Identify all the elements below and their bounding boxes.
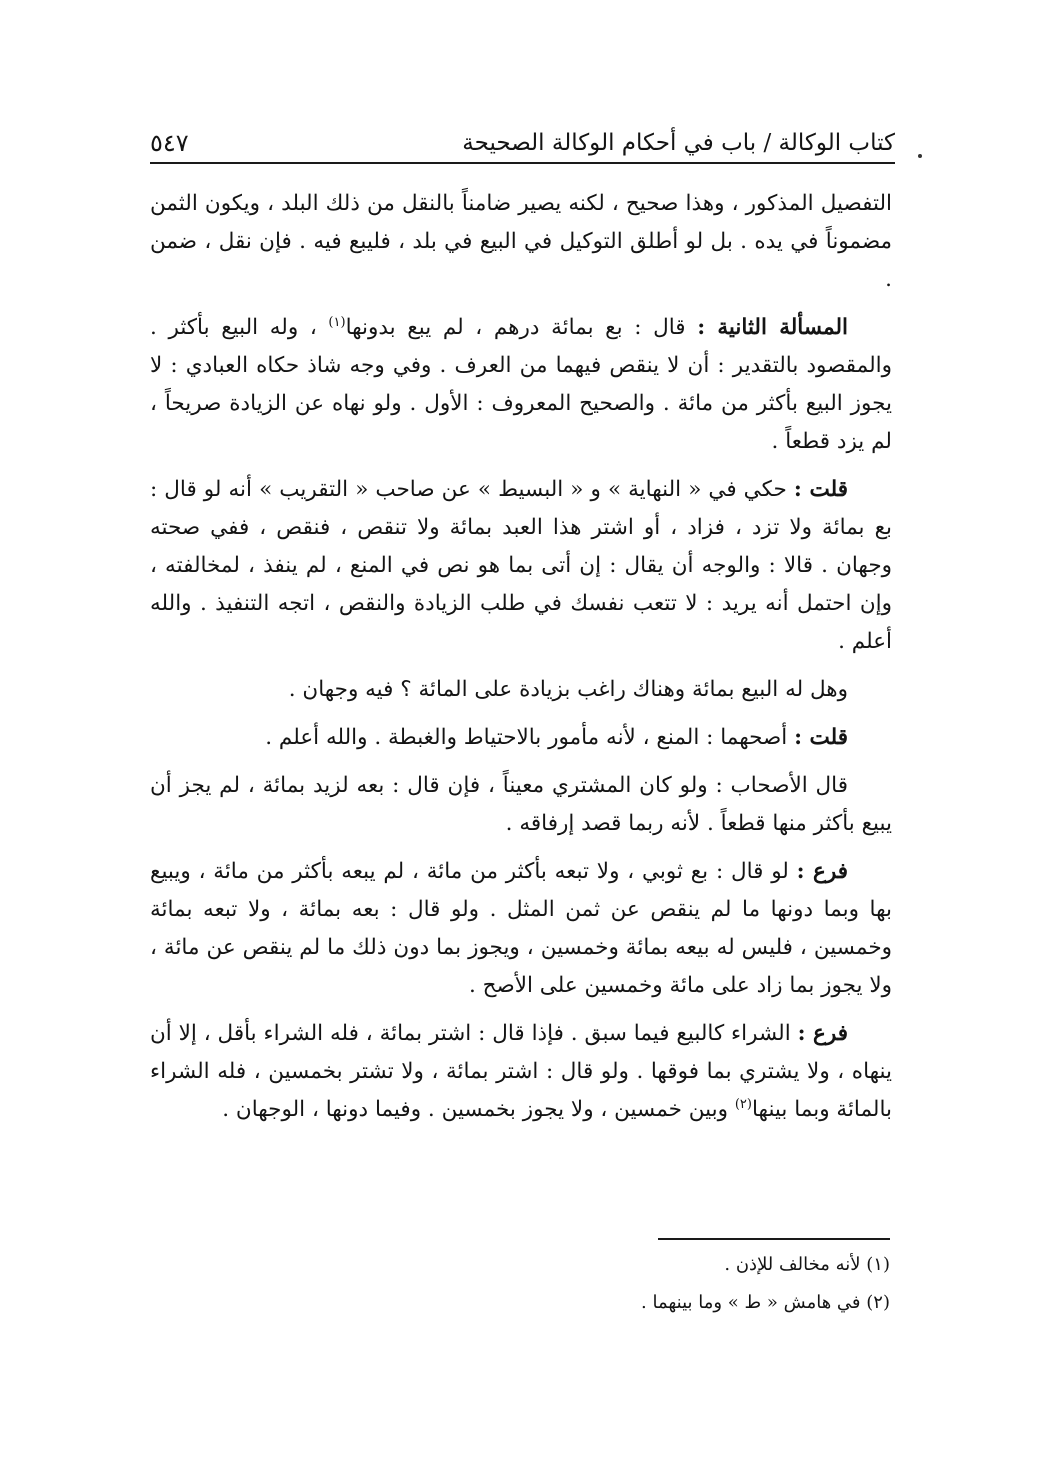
header-divider — [150, 162, 895, 164]
paragraph-text: قال الأصحاب : ولو كان المشتري معيناً ، فإن قال : بعه لزيد بمائة ، لم يجز أن يبيع بأكثر منها قطعاً . لأنه ربما قصد إرفاقه . — [150, 773, 892, 836]
paragraph-text-cont: ، وله البيع بأكثر . والمقصود بالتقدير : أن لا ينقص فيهما من العرف . وفي وجه شاذ حكاه العبادي : لا يجوز البيع بأكثر من مائة . والصحيح المعروف : الأول . ولو نهاه عن الزيادة صريحاً ، لم يزد قطعاً . — [150, 315, 892, 454]
paragraph — [150, 309, 892, 461]
main-text — [150, 185, 892, 1139]
paragraph — [150, 853, 892, 1005]
comment-lead: قلت : — [793, 477, 848, 502]
branch-lead: فرع : — [797, 1021, 848, 1046]
paragraph-text: حكي في « النهاية » و « البسيط » عن صاحب « التقريب » أنه لو قال : بع بمائة ولا تزد ، فزاد ، أو اشتر هذا العبد بمائة ولا تنقص ، فنقص ، ففي صحته وجهان . قالا : والوجه أن يقال : إن أتى بما هو نص في المنع ، لم ينفذ ، لمخالفته ، وإن احتمل أنه يريد : لا تتعب نفسك في طلب الزيادة والنقص ، اتجه التنفيذ . والله أعلم . — [150, 477, 892, 654]
footnote-text: لأنه مخالف للإذن . — [724, 1254, 861, 1275]
paragraph-text: وهل له البيع بمائة وهناك راغب بزيادة على المائة ؟ فيه وجهان . — [288, 677, 848, 702]
paragraph-text: قال : بع بمائة درهم ، لم يبع بدونها — [345, 315, 686, 340]
footnote-number: (١) — [866, 1254, 890, 1275]
paragraph — [150, 185, 892, 299]
paragraph — [150, 671, 892, 709]
branch-lead: فرع : — [796, 859, 848, 884]
paragraph — [150, 719, 892, 757]
margin-mark — [918, 154, 922, 158]
paragraph-text: لو قال : بع ثوبي ، ولا تبعه بأكثر من مائة ، لم يبعه بأكثر من مائة ، ويبيع بها وبما دونها ما لم ينقص عن ثمن المثل . ولو قال : بعه بمائة ، ولا تبعه بمائة وخمسين ، فليس له بيعه بمائة وخمسين ، ويجوز بما دون ذلك ما لم ينقص عن مائة ، ولا يجوز بما زاد على مائة وخمسين على الأصح . — [150, 859, 892, 998]
paragraph-text: الشراء كالبيع فيما سبق . فإذا قال : اشتر بمائة ، فله الشراء بأقل ، إلا أن ينهاه ، ولا يشتري بما فوقها . ولو قال : اشتر بمائة ، ولا تشتر بخمسين ، فله الشراء بالمائة وبما بينها — [150, 1021, 892, 1122]
paragraph-text: أصحهما : المنع ، لأنه مأمور بالاحتياط والغبطة . والله أعلم . — [265, 725, 788, 750]
footnote-text: في هامش « ط » وما بينهما . — [641, 1292, 861, 1313]
section-heading: المسألة الثانية : — [697, 315, 848, 340]
paragraph-text-cont: وبين خمسين ، ولا يجوز بخمسين . وفيما دونها ، الوجهان . — [222, 1097, 728, 1122]
running-header — [150, 118, 895, 158]
comment-lead: قلت : — [794, 725, 848, 750]
paragraph — [150, 1015, 892, 1129]
footnote-ref: (١) — [328, 314, 346, 330]
paragraph-text: التفصيل المذكور ، وهذا صحيح ، لكنه يصير ضامناً بالنقل من ذلك البلد ، ويكون الثمن مضموناً في يده . بل لو أطلق التوكيل في البيع في بلد ، فليبع فيه . فإن نقل ، ضمن . — [150, 191, 892, 292]
footnote-ref: (٢) — [734, 1096, 752, 1112]
running-title: كتاب الوكالة / باب في أحكام الوكالة الصحيحة — [462, 130, 895, 156]
page-number: ٥٤٧ — [150, 129, 189, 157]
paragraph — [150, 471, 892, 661]
footnote — [450, 1246, 890, 1284]
footnote — [450, 1284, 890, 1322]
footnote-number: (٢) — [866, 1292, 890, 1313]
footnote-divider — [658, 1238, 890, 1240]
paragraph — [150, 767, 892, 843]
footnotes — [450, 1246, 890, 1322]
